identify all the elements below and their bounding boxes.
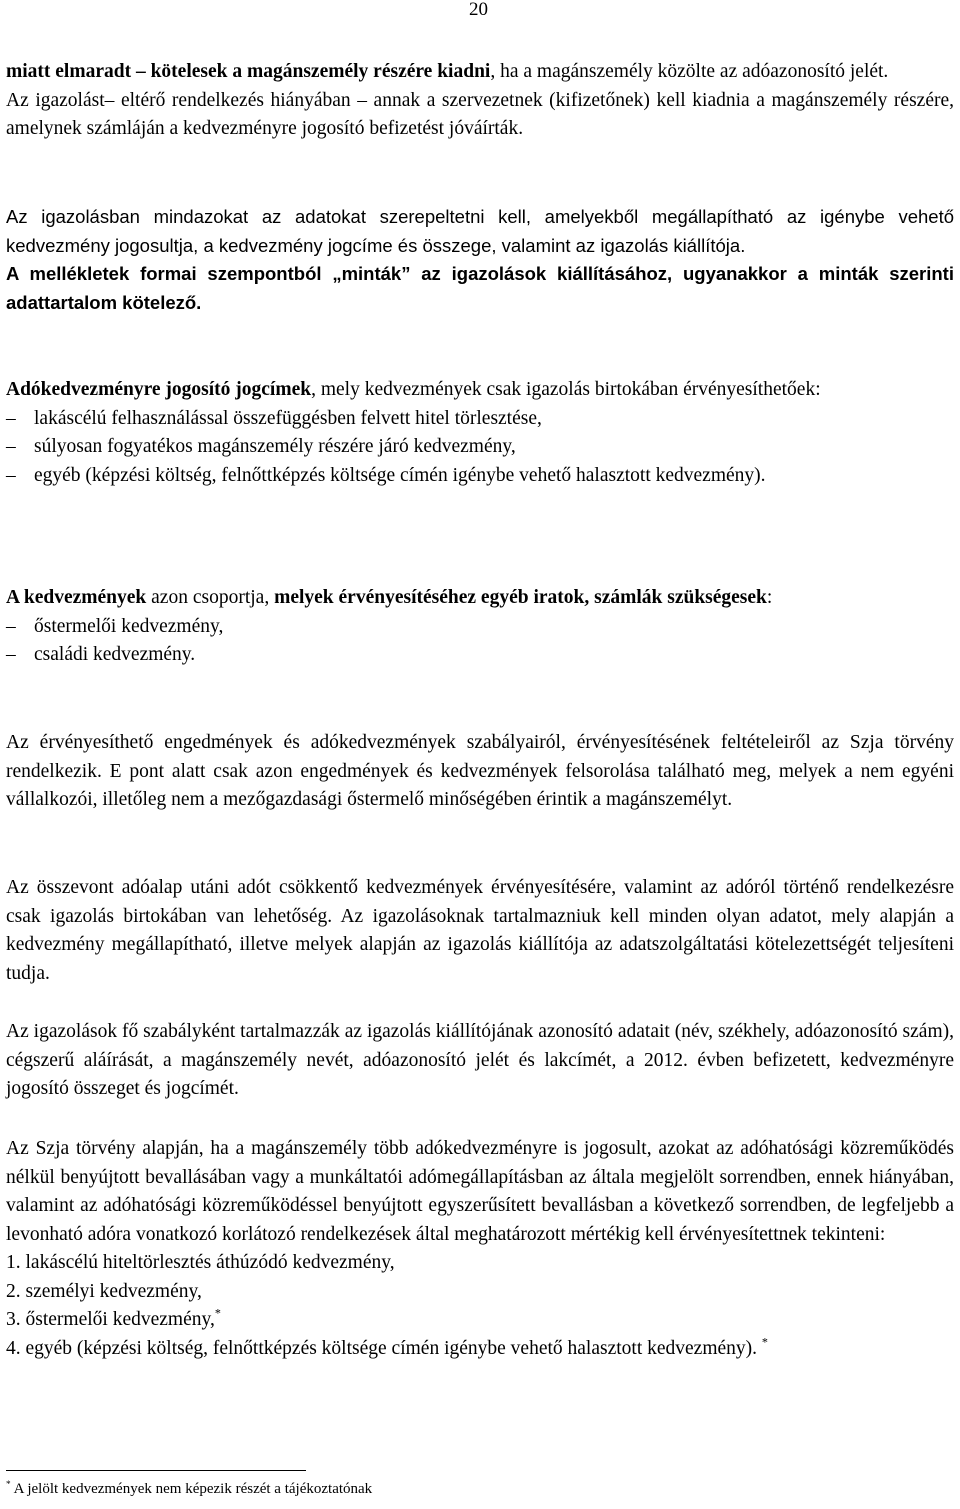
list-item: – egyéb (képzési költség, felnőttképzés költsége címén igénybe vehető halasztott kedvezmény). <box>6 462 954 491</box>
page-number: 20 <box>469 0 488 20</box>
paragraph-text: Az igazolásban mindazokat az adatokat szerepeltetni kell, amelyekből megállapítható az igénybe vehető kedvezmény jogosultja, a kedvezmény jogcíme és összege, valamint az igazolás kiállítója. <box>6 206 954 256</box>
text-span: , ha a magánszemély közölte az adóazonosító jelét. <box>490 61 889 82</box>
paragraph-text: Az Szja törvény alapján, ha a magánszemély több adókedvezményre is jogosult, azokat az adóhatósági közreműködés nélkül benyújtott bevallásában vagy a munkáltatói adómegállapításban az általa megjelölt sorrendben, ennek hiányában, valamint az adóhatósági közreműködéssel benyújtott egyszerűsített bevallásban a következő sorrendben, de legfeljebb a levonható adóra vonatkozó korlátozó rendelkezések által meghatározott mértékig kell érvényesítettnek tekinteni: <box>6 1138 954 1245</box>
paragraph-text: Az összevont adóalap utáni adót csökkentő kedvezmények érvényesítésére, valamint az adóról történő rendelkezésre csak igazolás birtokában van lehetőség. Az igazolásoknak tartalmazniuk kell minden olyan adatot, mely alapján a kedvezmény megállapítható, illetve melyek alapján az igazolás kiállítója az adatszolgáltatási kötelezettségét teljesíteni tudja. <box>6 877 954 984</box>
list-item: 1. lakáscélú hiteltörlesztés áthúzódó kedvezmény, <box>6 1252 395 1273</box>
list-item: – súlyosan fogyatékos magánszemély részére járó kedvezmény, <box>6 433 954 462</box>
paragraph-line <box>6 58 954 87</box>
text-span: , mely kedvezmények csak igazolás birtokában érvényesíthetőek: <box>311 379 821 400</box>
list-item: – lakáscélú felhasználással összefüggésben felvett hitel törlesztése, <box>6 405 954 434</box>
footnote-text: A jelölt kedvezmények nem képezik részét a tájékoztatónak <box>10 1481 373 1497</box>
list-item: – őstermelői kedvezmény, <box>6 613 954 642</box>
paragraph-igazolas-tartalom <box>6 203 954 317</box>
bold-phrase: melyek érvényesítéséhez egyéb iratok, számlák szükségesek <box>274 587 767 608</box>
list-item <box>6 1306 954 1335</box>
paragraph-igazolas-adatok <box>6 1018 954 1104</box>
paragraph-text: Az igazolások fő szabályként tartalmazzák az igazolás kiállítójának azonosító adatait (név, székhely, adóazonosító szám), cégszerű aláírását, a magánszemély nevét, adóazonosító jelét és lakcímét, a 2012. évben befizetett, kedvezményre jogosító összeget és jogcímét. <box>6 1021 954 1099</box>
bold-phrase: miatt elmaradt – kötelesek a magánszemély részére kiadni <box>6 61 491 82</box>
text-span: azon csoportja, <box>146 587 275 608</box>
paragraph-egyeb-iratok <box>6 584 954 670</box>
paragraph-igazolas-kiadas <box>6 58 954 144</box>
bold-phrase: A kedvezmények <box>6 587 147 608</box>
paragraph-intro <box>6 584 954 613</box>
text-span: : <box>766 587 773 608</box>
footnote-divider <box>6 1470 306 1471</box>
footnote-mark: * <box>761 1335 768 1349</box>
paragraph-jogcimek <box>6 376 954 490</box>
list-item-text: 3. őstermelői kedvezmény, <box>6 1309 215 1330</box>
bold-text: A mellékletek formai szempontból „minták” az igazolások kiállításához, ugyanakkor a minták szerinti adattartalom kötelező. <box>6 263 954 313</box>
footnote-mark: * <box>214 1306 221 1321</box>
bold-phrase: Adókedvezményre jogosító jogcímek <box>6 379 312 400</box>
paragraph-szja-szabalyok <box>6 729 954 815</box>
list-item: – családi kedvezmény. <box>6 641 954 670</box>
list-item: 2. személyi kedvezmény, <box>6 1280 202 1302</box>
list-item <box>6 1335 954 1364</box>
paragraph-sorrend <box>6 1135 954 1363</box>
paragraph-osszevont-adoalap <box>6 874 954 988</box>
footnote-mark: * <box>6 1480 11 1490</box>
paragraph-text: Az érvényesíthető engedmények és adókedvezmények szabályairól, érvényesítésének feltételeiről az Szja törvény rendelkezik. E pont alatt csak azon engedmények és kedvezmények felsorolása található meg, melyek a nem egyéni vállalkozói, illetőleg nem a mezőgazdasági őstermelő minőségében érintik a magánszemélyt. <box>6 732 954 810</box>
paragraph-line: Az igazolást– eltérő rendelkezés hiányában – annak a szervezetnek (kifizetőnek) kell kiadnia a magánszemély részére, amelynek számláján a kedvezményre jogosító befizetést jóváírták. <box>6 89 954 139</box>
list-item-text: 4. egyéb (képzési költség, felnőttképzés költsége címén igénybe vehető halasztott kedvezmény). <box>6 1337 758 1359</box>
paragraph-bold <box>6 260 954 317</box>
paragraph-intro <box>6 376 954 405</box>
footnote <box>6 1478 372 1500</box>
